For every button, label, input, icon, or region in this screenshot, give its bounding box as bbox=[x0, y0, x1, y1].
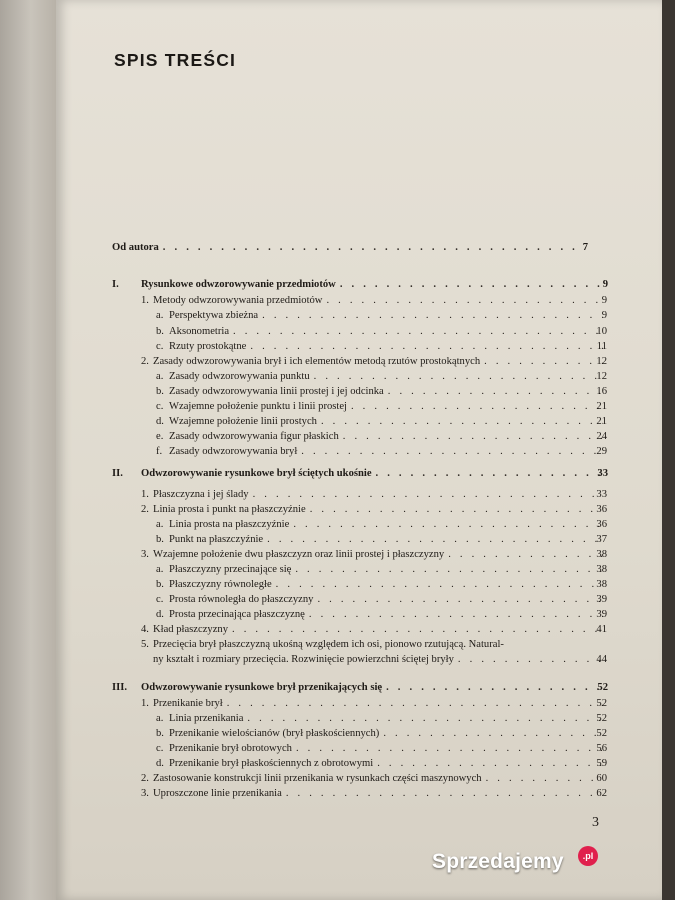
toc-section: 4. Kład płaszczyzny . . . 41 bbox=[141, 623, 607, 637]
toc-section-multiline: 5. Przecięcia brył płaszczyzną ukośną względem ich osi, pionowo rzutującą. Natural- bbox=[141, 639, 504, 650]
toc-page-number: 52 bbox=[597, 682, 608, 693]
toc-section: 1. Przenikanie brył . . . 52 bbox=[141, 697, 607, 711]
toc-subsection: d. Przenikanie brył płaskościennych z obrotowymi . . . 59 bbox=[156, 757, 607, 771]
toc-subsection: b. Aksonometria . . . 10 bbox=[156, 325, 607, 339]
toc-number: III. bbox=[112, 682, 128, 693]
toc-number: I. bbox=[112, 279, 119, 290]
toc-subsection: a. Perspektywa zbieżna . . . 9 bbox=[156, 309, 607, 323]
toc-chapter-2 bbox=[112, 467, 608, 481]
toc-subsection: a. Zasady odwzorowywania punktu . . . 12 bbox=[156, 370, 607, 384]
facing-page-edge bbox=[0, 0, 56, 900]
toc-section: 3. Wzajemne położenie dwu płaszczyzn oraz linii prostej i płaszczyzny . . . 38 bbox=[141, 548, 607, 562]
toc-subsection: d. Wzajemne położenie linii prostych . . . 21 bbox=[156, 415, 607, 429]
toc-subsection: a. Płaszczyzny przecinające się . . . 38 bbox=[156, 563, 607, 577]
toc-section: 2. Zastosowanie konstrukcji linii przenikania w rysunkach części maszynowych . . . 60 bbox=[141, 772, 607, 786]
toc-section: 2. Zasady odwzorowywania brył i ich elementów metodą rzutów prostokątnych . . . 12 bbox=[141, 355, 607, 369]
toc-chapter-1 bbox=[112, 278, 608, 292]
toc-page-number: 7 bbox=[582, 242, 588, 253]
toc-entry-od-autora bbox=[112, 241, 588, 255]
toc-page-number: 33 bbox=[597, 468, 608, 479]
toc-subsection: a. Linia przenikania . . . 52 bbox=[156, 712, 607, 726]
page-title: SPIS TREŚCI bbox=[114, 50, 237, 70]
toc-label: Od autora bbox=[112, 242, 159, 253]
toc-label: Odwzorowywanie rysunkowe brył ściętych ukośnie bbox=[141, 468, 372, 479]
toc-subsection: c. Wzajemne położenie punktu i linii prostej . . . 21 bbox=[156, 400, 607, 414]
toc-subsection: d. Prosta przecinająca płaszczyznę . . . 39 bbox=[156, 608, 607, 622]
toc-subsection: b. Punkt na płaszczyźnie . . . 37 bbox=[156, 533, 607, 547]
toc-subsection: c. Rzuty prostokątne . . . 11 bbox=[156, 340, 607, 354]
toc-subsection: c. Przenikanie brył obrotowych . . . 56 bbox=[156, 742, 607, 756]
watermark-badge: .pl bbox=[578, 846, 598, 866]
watermark-logo: Sprzedajemy bbox=[432, 850, 564, 873]
toc-label: Odwzorowywanie rysunkowe brył przenikających się bbox=[141, 682, 383, 693]
toc-subsection: f. Zasady odwzorowywania brył . . . 29 bbox=[156, 445, 607, 459]
toc-section: 1. Metody odwzorowywania przedmiotów . . . 9 bbox=[141, 294, 607, 308]
toc-subsection: b. Zasady odwzorowywania linii prostej i jej odcinka . . . 16 bbox=[156, 385, 607, 399]
toc-subsection: e. Zasady odwzorowywania figur płaskich . . . 24 bbox=[156, 430, 607, 444]
toc-subsection: b. Przenikanie wielościanów (brył płaskościennych) . . . 52 bbox=[156, 727, 607, 741]
toc-number: II. bbox=[112, 468, 123, 479]
toc-section: 1. Płaszczyzna i jej ślady . . . 33 bbox=[141, 488, 607, 502]
toc-chapter-3 bbox=[112, 681, 608, 695]
toc-subsection: c. Prosta równoległa do płaszczyzny . . . 39 bbox=[156, 593, 607, 607]
page-number: 3 bbox=[592, 815, 599, 830]
toc-page-number: 9 bbox=[602, 279, 608, 290]
toc-page bbox=[56, 0, 662, 900]
toc-section-continuation: ny kształt i rozmiary przecięcia. Rozwinięcie powierzchni ściętej bryły . . . 44 bbox=[153, 653, 607, 667]
toc-label: Rysunkowe odwzorowywanie przedmiotów bbox=[141, 279, 336, 290]
toc-subsection: a. Linia prosta na płaszczyźnie . . . 36 bbox=[156, 518, 607, 532]
toc-section: 3. Uproszczone linie przenikania . . . 62 bbox=[141, 787, 607, 801]
toc-section: 2. Linia prosta i punkt na płaszczyźnie . . . 36 bbox=[141, 503, 607, 517]
toc-subsection: b. Płaszczyzny równoległe . . . 38 bbox=[156, 578, 607, 592]
